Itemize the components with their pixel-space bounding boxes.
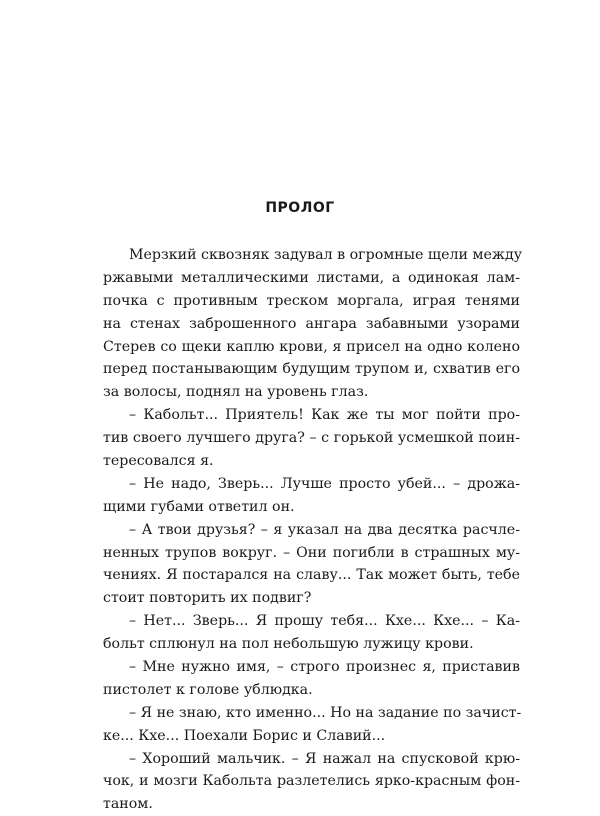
text-line: – Кабольт... Приятель! Как же ты мог пойти про- (129, 407, 520, 424)
text-line: на стенах заброшенного ангара забавными узорами (103, 315, 520, 332)
text-line: – Хороший мальчик. – Я нажал на спусковой крю- (129, 750, 520, 767)
text-line: ненных трупов вокруг. – Они погибли в страшных му- (103, 544, 520, 561)
text-line: за волосы, поднял на уровень глаз. (103, 384, 369, 401)
text-line: ржавыми металлическими листами, а одинокая лам- (103, 269, 520, 286)
text-line: пистолет к голове ублюдка. (103, 681, 313, 698)
text-line: – Мне нужно имя, – строго произнес я, приставив (129, 659, 520, 676)
text-line: – Не надо, Зверь... Лучше просто убей... – дрожа- (129, 475, 520, 492)
text-line: тив своего лучшего друга? – с горькой усмешкой поин- (103, 430, 520, 447)
text-line: почка с противным треском моргала, играя тенями (103, 292, 520, 309)
text-line: щими губами ответил он. (103, 498, 295, 515)
text-line: чениях. Я постарался на славу... Так может быть, тебе (103, 567, 520, 584)
text-line: чок, и мозги Кабольта разлетелись ярко-красным фон- (103, 773, 520, 790)
chapter-title: ПРОЛОГ (265, 200, 335, 216)
text-line: – Я не знаю, кто именно... Но на задание по зачист- (129, 704, 522, 721)
text-line: больт сплюнул на пол небольшую лужицу крови. (103, 636, 474, 653)
text-line: стоит повторить их подвиг? (103, 590, 312, 607)
text-line: таном. (103, 796, 153, 813)
prologue-text (103, 244, 523, 816)
text-line: – А твои друзья? – я указал на два десятка расчле- (129, 521, 520, 538)
text-line: ке... Кхе... Поехали Борис и Славий... (103, 727, 386, 744)
text-line: – Нет... Зверь... Я прошу тебя... Кхе... Кхе... – Ка- (129, 613, 520, 630)
text-line: Стерев со щеки каплю крови, я присел на одно колено (103, 338, 520, 355)
text-line: тересовался я. (103, 453, 214, 470)
text-line: Мерзкий сквозняк задувал в огромные щели между (129, 247, 523, 263)
text-line: перед постанывающим будущим трупом и, схватив его (103, 361, 520, 378)
